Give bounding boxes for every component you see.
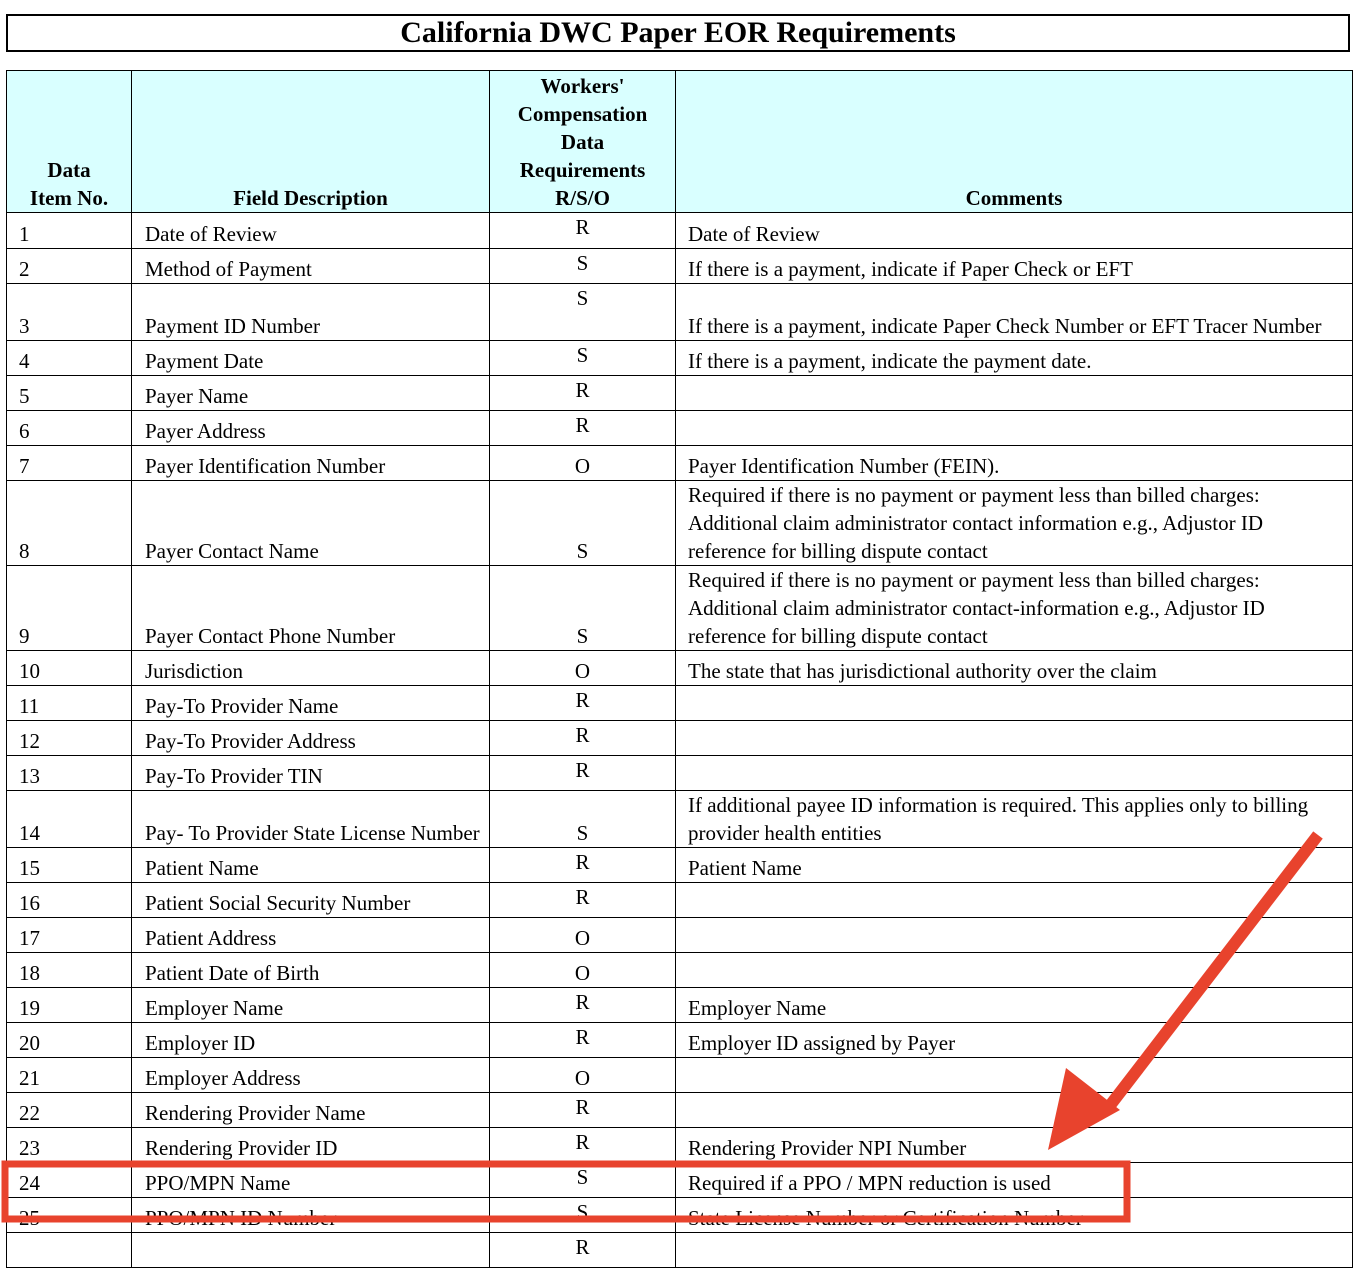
item-number — [7, 1233, 132, 1268]
item-number: 4 — [7, 341, 132, 376]
field-description: Patient Name — [132, 848, 490, 883]
requirement-code: R — [490, 213, 676, 249]
table-row — [7, 213, 1353, 249]
field-description: PPO/MPN Name — [132, 1163, 490, 1198]
header-req-line1: Workers' — [540, 74, 625, 98]
comment: State License Number or Certification Number — [676, 1198, 1353, 1233]
item-number: 11 — [7, 686, 132, 721]
item-number: 7 — [7, 446, 132, 481]
comment: Patient Name — [676, 848, 1353, 883]
requirement-code: R — [490, 883, 676, 918]
field-description: Payment Date — [132, 341, 490, 376]
field-description: Employer ID — [132, 1023, 490, 1058]
comment: Required if there is no payment or payment less than billed charges: Additional claim administrator contact-information e.g., Adjustor ID reference for billing dispute contact — [676, 566, 1353, 651]
header-req-line2: Compensation — [517, 102, 648, 126]
field-description: Patient Social Security Number — [132, 883, 490, 918]
requirement-code: S — [490, 1163, 676, 1198]
comment: If additional payee ID information is required. This applies only to billing provider health entities — [676, 791, 1353, 848]
comment: Required if a PPO / MPN reduction is used — [676, 1163, 1353, 1198]
header-field-description: Field Description — [132, 71, 490, 213]
item-number: 20 — [7, 1023, 132, 1058]
field-description: Payment ID Number — [132, 284, 490, 341]
comment: Employer Name — [676, 988, 1353, 1023]
item-number: 21 — [7, 1058, 132, 1093]
header-comments: Comments — [676, 71, 1353, 213]
header-req-line3: Data — [560, 130, 605, 154]
requirement-code: R — [490, 1023, 676, 1058]
field-description: Pay- To Provider State License Number — [132, 791, 490, 848]
item-number: 19 — [7, 988, 132, 1023]
field-description: Payer Name — [132, 376, 490, 411]
field-description: Payer Contact Name — [132, 481, 490, 566]
header-item-no-line2: Item No. — [29, 186, 109, 210]
comment — [676, 1093, 1353, 1128]
table-header-row — [7, 71, 1353, 213]
requirement-code: S — [490, 284, 676, 341]
field-description: Pay-To Provider TIN — [132, 756, 490, 791]
comment — [676, 1058, 1353, 1093]
table-row — [7, 411, 1353, 446]
table-row — [7, 566, 1353, 651]
requirement-code: R — [490, 686, 676, 721]
comment — [676, 1233, 1353, 1268]
table-row — [7, 988, 1353, 1023]
table-row — [7, 1023, 1353, 1058]
page-title: California DWC Paper EOR Requirements — [6, 14, 1350, 52]
table-row — [7, 446, 1353, 481]
item-number: 1 — [7, 213, 132, 249]
field-description: Rendering Provider Name — [132, 1093, 490, 1128]
header-requirements — [490, 71, 676, 213]
requirement-code: R — [490, 1093, 676, 1128]
table-row — [7, 341, 1353, 376]
table-row — [7, 1163, 1353, 1198]
table-row — [7, 791, 1353, 848]
table-row — [7, 284, 1353, 341]
item-number: 22 — [7, 1093, 132, 1128]
requirement-code: R — [490, 988, 676, 1023]
table-row — [7, 1058, 1353, 1093]
field-description: Rendering Provider ID — [132, 1128, 490, 1163]
field-description: Employer Name — [132, 988, 490, 1023]
header-req-line5: R/S/O — [555, 186, 610, 210]
table-row — [7, 686, 1353, 721]
table-row — [7, 721, 1353, 756]
item-number: 14 — [7, 791, 132, 848]
requirement-code: R — [490, 1233, 676, 1268]
comment — [676, 686, 1353, 721]
header-item-no-line1: Data — [47, 158, 91, 182]
comment: Required if there is no payment or payment less than billed charges: Additional claim administrator contact information e.g., Adjustor ID reference for billing dispute contact — [676, 481, 1353, 566]
item-number: 12 — [7, 721, 132, 756]
comment: If there is a payment, indicate Paper Check Number or EFT Tracer Number — [676, 284, 1353, 341]
item-number: 5 — [7, 376, 132, 411]
item-number: 23 — [7, 1128, 132, 1163]
field-description: Payer Identification Number — [132, 446, 490, 481]
requirement-code: R — [490, 756, 676, 791]
field-description: Date of Review — [132, 213, 490, 249]
field-description: Pay-To Provider Address — [132, 721, 490, 756]
item-number: 6 — [7, 411, 132, 446]
requirement-code: O — [490, 651, 676, 686]
requirement-code: R — [490, 848, 676, 883]
field-description: Patient Date of Birth — [132, 953, 490, 988]
requirement-code: R — [490, 376, 676, 411]
table-row — [7, 883, 1353, 918]
field-description: Method of Payment — [132, 249, 490, 284]
comment: If there is a payment, indicate the payment date. — [676, 341, 1353, 376]
item-number: 3 — [7, 284, 132, 341]
table-row — [7, 953, 1353, 988]
item-number: 17 — [7, 918, 132, 953]
item-number: 8 — [7, 481, 132, 566]
requirement-code: R — [490, 411, 676, 446]
table-row — [7, 1093, 1353, 1128]
comment: Employer ID assigned by Payer — [676, 1023, 1353, 1058]
field-description: Employer Address — [132, 1058, 490, 1093]
item-number: 16 — [7, 883, 132, 918]
field-description: Payer Address — [132, 411, 490, 446]
comment: If there is a payment, indicate if Paper Check or EFT — [676, 249, 1353, 284]
requirement-code: S — [490, 249, 676, 284]
item-number: 24 — [7, 1163, 132, 1198]
item-number: 9 — [7, 566, 132, 651]
item-number: 18 — [7, 953, 132, 988]
requirement-code: S — [490, 791, 676, 848]
comment — [676, 411, 1353, 446]
table-row — [7, 481, 1353, 566]
table-row — [7, 918, 1353, 953]
field-description — [132, 1233, 490, 1268]
requirement-code: O — [490, 918, 676, 953]
comment — [676, 721, 1353, 756]
header-req-line4: Requirements — [519, 158, 646, 182]
table-row — [7, 651, 1353, 686]
field-description: Payer Contact Phone Number — [132, 566, 490, 651]
requirement-code: O — [490, 953, 676, 988]
table-row — [7, 1233, 1353, 1268]
requirement-code: S — [490, 1198, 676, 1233]
comment — [676, 918, 1353, 953]
comment — [676, 756, 1353, 791]
field-description: Patient Address — [132, 918, 490, 953]
table-row — [7, 848, 1353, 883]
field-description: Pay-To Provider Name — [132, 686, 490, 721]
item-number: 10 — [7, 651, 132, 686]
item-number: 15 — [7, 848, 132, 883]
table-row — [7, 249, 1353, 284]
header-item-no — [7, 71, 132, 213]
comment — [676, 953, 1353, 988]
requirement-code: S — [490, 566, 676, 651]
table-row — [7, 1198, 1353, 1233]
comment: Payer Identification Number (FEIN). — [676, 446, 1353, 481]
comment: Date of Review — [676, 213, 1353, 249]
requirement-code: S — [490, 481, 676, 566]
item-number: 2 — [7, 249, 132, 284]
item-number: 13 — [7, 756, 132, 791]
comment — [676, 376, 1353, 411]
table-row — [7, 756, 1353, 791]
comment — [676, 883, 1353, 918]
requirement-code: R — [490, 721, 676, 756]
item-number: 25 — [7, 1198, 132, 1233]
field-description: Jurisdiction — [132, 651, 490, 686]
table-row — [7, 376, 1353, 411]
eor-requirements-table — [6, 70, 1353, 1268]
requirement-code: O — [490, 446, 676, 481]
field-description: PPO/MPN ID Number — [132, 1198, 490, 1233]
comment: Rendering Provider NPI Number — [676, 1128, 1353, 1163]
comment: The state that has jurisdictional authority over the claim — [676, 651, 1353, 686]
requirement-code: R — [490, 1128, 676, 1163]
requirement-code: O — [490, 1058, 676, 1093]
table-row — [7, 1128, 1353, 1163]
requirement-code: S — [490, 341, 676, 376]
